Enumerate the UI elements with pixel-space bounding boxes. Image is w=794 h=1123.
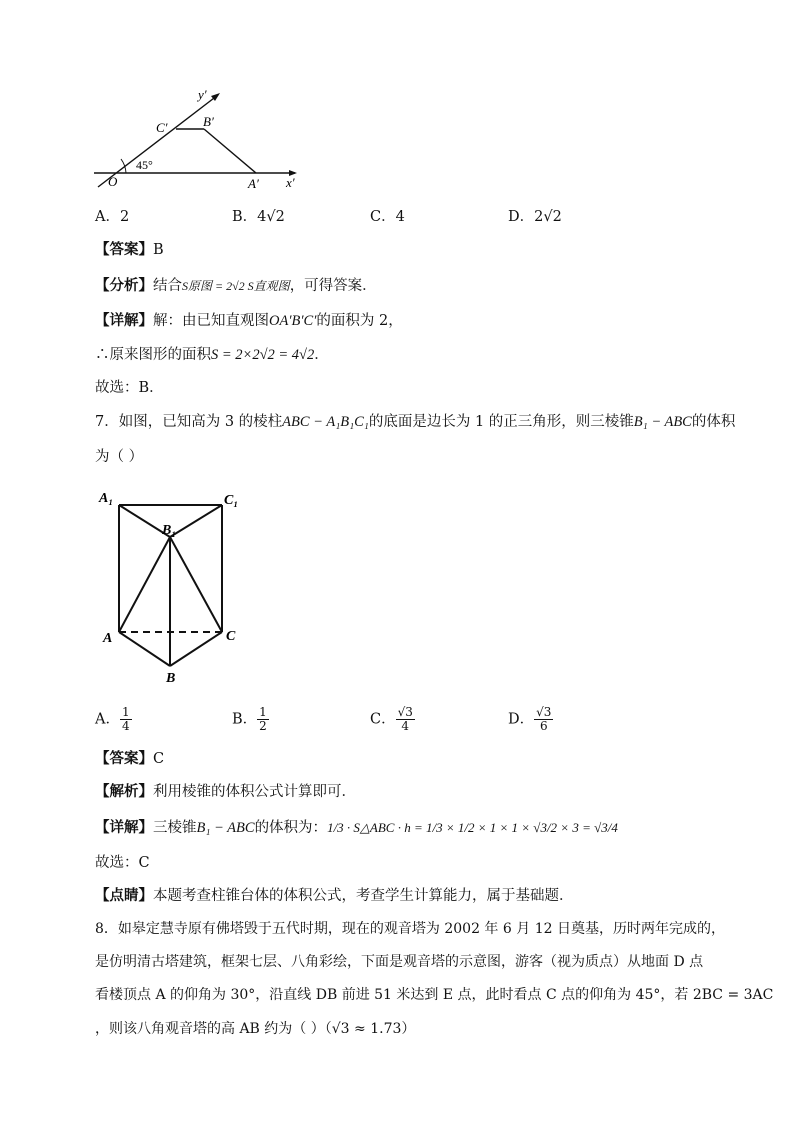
q8-stem-4: ，则该八角观音塔的高 AB 约为（ ）（√3 ≈ 1.73） bbox=[95, 1021, 416, 1037]
q6-option-d: D．2√2 bbox=[508, 209, 562, 225]
q6-detail-2: ∴原来图形的面积S = 2×2√2 = 4√2． bbox=[95, 347, 329, 363]
q7-option-c: C． $\frac{√3}{4}$ bbox=[370, 705, 413, 733]
q7-answer: 【答案】C bbox=[95, 750, 165, 767]
q6-detail-1: 【详解】解：由已知直观图OA′B′C′的面积为 2， bbox=[95, 312, 403, 329]
q7-choose: 故选：C bbox=[95, 855, 150, 871]
edge-b1c1 bbox=[170, 505, 222, 537]
fraction: $\frac{1}{4}$ bbox=[121, 705, 130, 733]
edge-ab bbox=[119, 632, 170, 666]
edge-cb1 bbox=[170, 537, 222, 632]
label-y: y′ bbox=[198, 87, 207, 102]
q7-detail: 【详解】三棱锥B₁ − ABC的体积为：1/3 · S△ABC · h = 1/3 × 1/2 × 1 × 1 × √3/2 × 3 = √3/4 bbox=[95, 819, 618, 836]
q6-answer: 【答案】B bbox=[95, 241, 164, 258]
q6-option-a: A．2 bbox=[95, 209, 130, 225]
prism-diagram bbox=[96, 486, 256, 686]
label-a: A′ bbox=[248, 176, 259, 191]
q7-option-b: B． $\frac{1}{2}$ bbox=[232, 705, 267, 733]
q7-option-a: A． $\frac{1}{4}$ bbox=[95, 705, 130, 733]
q6-option-c: C．4 bbox=[370, 209, 405, 225]
label-a1: A₁ bbox=[99, 491, 114, 506]
label-o: O bbox=[108, 174, 118, 189]
q8-stem-3: 看楼顶点 A 的仰角为 30°，沿直线 DB 前进 51 米达到 E 点，此时看点 C 点的仰角为 45°，若 2BC = 3AC bbox=[95, 987, 774, 1003]
edge-ba bbox=[204, 129, 256, 173]
q7-analysis: 【解析】利用棱锥的体积公式计算即可． bbox=[95, 783, 356, 800]
fraction: $\frac{√3}{6}$ bbox=[536, 705, 552, 733]
q8-stem-2: 是仿明清古塔建筑，框架七层、八角彩绘，下面是观音塔的示意图，游客（视为质点）从地面 D 点 bbox=[95, 954, 704, 970]
q7-option-d: D． $\frac{√3}{6}$ bbox=[508, 705, 552, 733]
label-b1: B₁ bbox=[162, 523, 177, 538]
edge-bc bbox=[170, 632, 222, 666]
q8-stem-1: 8．如皋定慧寺原有佛塔毁于五代时期，现在的观音塔为 2002 年 6 月 12 日奠基，历时两年完成的， bbox=[95, 921, 725, 937]
oblique-diagram bbox=[90, 85, 310, 195]
q7-stem-1: 7．如图，已知高为 3 的棱柱ABC − A₁B₁C₁的底面是边长为 1 的正三角形，则三棱锥B₁ − ABC的体积 bbox=[95, 414, 736, 430]
edge-ab1 bbox=[119, 537, 170, 632]
q7-comment: 【点睛】本题考查柱锥台体的体积公式，考查学生计算能力，属于基础题． bbox=[95, 887, 574, 904]
q6-choose: 故选：B． bbox=[95, 380, 164, 396]
q6-analysis: 【分析】结合S原图 = 2√2 S直观图，可得答案． bbox=[95, 277, 377, 294]
label-x: x′ bbox=[286, 175, 295, 190]
label-c: C bbox=[226, 629, 236, 644]
label-c1: C₁ bbox=[224, 493, 239, 508]
angle-label: 45° bbox=[136, 158, 153, 172]
q7-stem-2: 为（ ） bbox=[95, 449, 144, 465]
q6-option-b: B．4√2 bbox=[232, 209, 285, 225]
label-a: A bbox=[103, 631, 113, 646]
fraction: $\frac{1}{2}$ bbox=[259, 705, 267, 733]
label-b: B′ bbox=[203, 114, 214, 129]
label-c: C′ bbox=[156, 120, 168, 135]
fraction: $\frac{√3}{4}$ bbox=[397, 705, 413, 733]
label-b: B bbox=[166, 671, 176, 686]
